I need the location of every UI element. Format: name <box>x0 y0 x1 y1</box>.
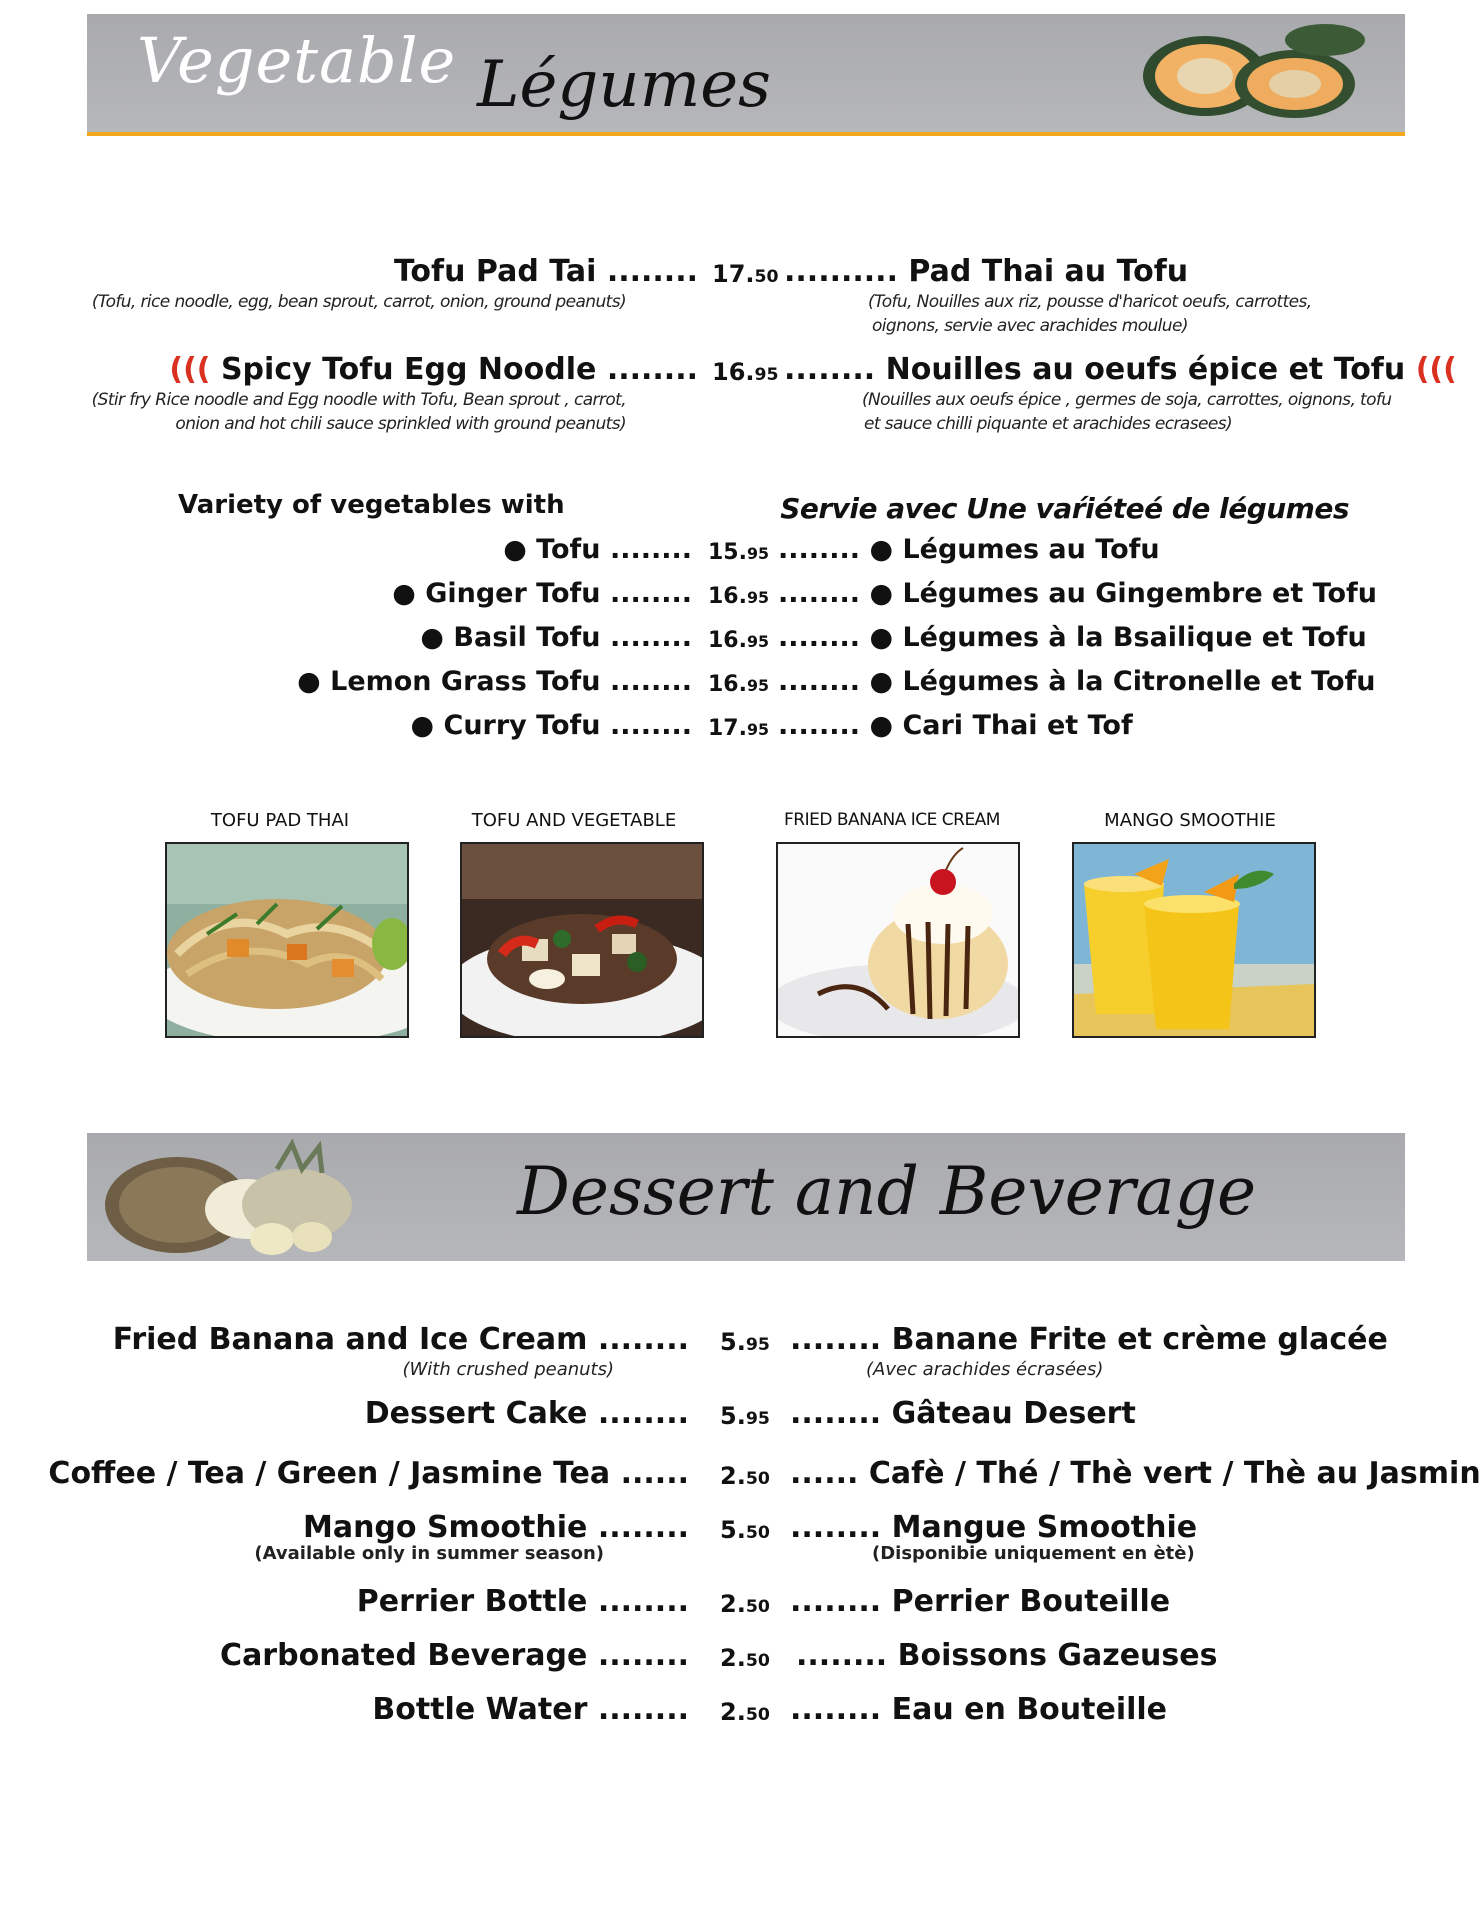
bullet-icon: ● <box>869 710 894 741</box>
leader-dots: ........ <box>790 1396 882 1431</box>
item-description-fr-line1: (Tofu, Nouilles aux riz, pousse d'haricot oeufs, carrottes, <box>868 292 1312 312</box>
mango-smoothie-image <box>1074 844 1314 1036</box>
vegetable-title-fr: Légumes <box>477 48 771 122</box>
item-description-en: (Tofu, rice noodle, egg, bean sprout, carrot, onion, ground peanuts) <box>91 292 626 312</box>
fried-banana-ice-cream-image <box>778 844 1018 1036</box>
item-note-en: (With crushed peanuts) <box>402 1359 614 1380</box>
item-name-en: Bottle Water <box>372 1692 588 1727</box>
leader-dots: ........ <box>609 578 692 609</box>
tofu-and-vegetable-image <box>462 844 702 1036</box>
leader-dots: ........ <box>609 710 692 741</box>
dessert-title: Dessert and Beverage <box>517 1153 1257 1230</box>
item-name-fr: Cafè / Thé / Thè vert / Thè au Jasmin <box>868 1456 1481 1491</box>
leader-dots: ........ <box>606 352 698 387</box>
leader-dots: ........ <box>597 1638 689 1673</box>
leader-dots: ........ <box>778 622 861 653</box>
item-name-en: Lemon Grass Tofu <box>330 666 601 697</box>
item-name-fr: Eau en Bouteille <box>891 1692 1168 1727</box>
leader-dots: ........ <box>606 254 698 289</box>
item-name-fr: Boissons Gazeuses <box>897 1638 1218 1673</box>
item-price: 5.50 <box>720 1516 770 1544</box>
variety-heading-en: Variety of vegetables with <box>178 490 565 520</box>
item-name-fr: Banane Frite et crème glacée <box>891 1322 1388 1357</box>
item-name-fr: Perrier Bouteille <box>891 1584 1171 1619</box>
item-name-fr: Légumes au Tofu <box>902 534 1160 565</box>
vegetable-title-en: Vegetable <box>137 24 457 97</box>
bullet-icon: ● <box>503 534 527 565</box>
bullet-icon: ● <box>392 578 416 609</box>
item-name-en: Spicy Tofu Egg Noodle <box>220 352 597 387</box>
item-price: 16.95 <box>708 672 770 697</box>
photo-fried-banana-ice-cream <box>776 842 1020 1038</box>
item-price: 16.95 <box>708 584 770 609</box>
item-price: 2.50 <box>720 1590 770 1618</box>
leader-dots: ...... <box>790 1456 859 1491</box>
tofu-pad-thai-image <box>167 844 407 1036</box>
item-note-fr: (Avec arachides écrasées) <box>866 1359 1104 1380</box>
bullet-icon: ● <box>297 666 321 697</box>
photo-label-tofu-and-vegetable: TOFU AND VEGETABLE <box>471 810 677 831</box>
photo-tofu-pad-thai <box>165 842 409 1038</box>
item-name-en: Mango Smoothie <box>302 1510 588 1545</box>
item-name-en: Fried Banana and Ice Cream <box>112 1322 588 1357</box>
item-note-en: (Available only in summer season) <box>254 1543 604 1564</box>
item-price: 17.50 <box>712 260 779 288</box>
item-name-en: Ginger Tofu <box>425 578 601 609</box>
item-name-fr: Cari Thai et Tof <box>902 710 1133 741</box>
dessert-banner <box>87 1133 1405 1261</box>
leader-dots: ........ <box>778 534 861 565</box>
item-price: 2.50 <box>720 1698 770 1726</box>
leader-dots: ........ <box>778 578 861 609</box>
item-description-fr-line1: (Nouilles aux oeufs épice , germes de soja, carrottes, oignons, tofu <box>862 390 1392 410</box>
item-name-fr: Pad Thai au Tofu <box>908 254 1189 289</box>
vegetable-banner <box>87 14 1405 136</box>
item-name-fr: Mangue Smoothie <box>891 1510 1198 1545</box>
bullet-icon: ● <box>410 710 435 741</box>
item-price: 15.95 <box>708 540 770 565</box>
item-price: 5.95 <box>720 1328 770 1356</box>
item-name-en: Dessert Cake <box>364 1396 588 1431</box>
item-name-fr: Gâteau Desert <box>891 1396 1136 1431</box>
item-price: 16.95 <box>708 628 770 653</box>
item-name-en: Tofu <box>536 534 601 565</box>
leader-dots: ........ <box>790 1510 882 1545</box>
photo-label-mango-smoothie: MANGO SMOOTHIE <box>1104 810 1276 831</box>
leader-dots: ........ <box>796 1638 888 1673</box>
item-name-fr: Légumes à la Bsailique et Tofu <box>902 622 1367 653</box>
item-name-fr: Nouilles au oeufs épice et Tofu <box>885 352 1406 387</box>
leader-dots: ........ <box>778 666 861 697</box>
leader-dots: ........ <box>597 1692 689 1727</box>
item-name-en: Coffee / Tea / Green / Jasmine Tea <box>48 1456 611 1491</box>
chili-icon: ((( <box>169 352 211 387</box>
item-price: 16.95 <box>712 358 779 386</box>
leader-dots: ........ <box>784 352 876 387</box>
bullet-icon: ● <box>869 578 894 609</box>
item-name-fr: Légumes au Gingembre et Tofu <box>902 578 1377 609</box>
leader-dots: ...... <box>620 1456 689 1491</box>
photo-label-tofu-pad-thai: TOFU PAD THAI <box>210 810 350 831</box>
item-price: 2.50 <box>720 1644 770 1672</box>
leader-dots: ........ <box>597 1322 689 1357</box>
bullet-icon: ● <box>869 666 894 697</box>
item-description-en-line1: (Stir fry Rice noodle and Egg noodle with Tofu, Bean sprout , carrot, <box>91 390 626 410</box>
bullet-icon: ● <box>869 622 894 653</box>
item-note-fr: (Disponibie uniquement en ètè) <box>872 1543 1195 1564</box>
leader-dots: ........ <box>597 1584 689 1619</box>
item-price: 17.95 <box>708 716 770 741</box>
item-name-en: Carbonated Beverage <box>220 1638 588 1673</box>
leader-dots: ........ <box>790 1584 882 1619</box>
chili-icon: ((( <box>1415 352 1457 387</box>
leader-dots: ........ <box>778 710 861 741</box>
leader-dots: ........ <box>609 534 692 565</box>
leader-dots: ........ <box>609 622 692 653</box>
item-name-en: Tofu Pad Tai <box>393 254 597 289</box>
item-name-fr: Légumes à la Citronelle et Tofu <box>902 666 1376 697</box>
leader-dots: ........ <box>597 1396 689 1431</box>
item-description-fr-line2: oignons, servie avec arachides moulue) <box>872 316 1188 336</box>
leader-dots: ........ <box>790 1692 882 1727</box>
durian-image <box>97 1139 387 1257</box>
leader-dots: ........ <box>597 1510 689 1545</box>
photo-mango-smoothie <box>1072 842 1316 1038</box>
item-name-en: Basil Tofu <box>453 622 601 653</box>
papaya-image <box>1135 20 1365 120</box>
item-name-en: Curry Tofu <box>443 710 601 741</box>
photo-label-fried-banana-ice-cream: FRIED BANANA ICE CREAM <box>784 810 1000 830</box>
bullet-icon: ● <box>869 534 894 565</box>
leader-dots: ........ <box>609 666 692 697</box>
item-price: 2.50 <box>720 1462 770 1490</box>
photo-tofu-and-vegetable <box>460 842 704 1038</box>
bullet-icon: ● <box>420 622 444 653</box>
leader-dots: .......... <box>784 254 898 289</box>
item-price: 5.95 <box>720 1402 770 1430</box>
item-name-en: Perrier Bottle <box>356 1584 588 1619</box>
item-description-fr-line2: et sauce chilli piquante et arachides ecrasees) <box>864 414 1232 434</box>
item-description-en-line2: onion and hot chili sauce sprinkled with ground peanuts) <box>175 414 626 434</box>
variety-heading-fr: Servie avec Une vaŕiéteé de légumes <box>780 492 1349 525</box>
leader-dots: ........ <box>790 1322 882 1357</box>
